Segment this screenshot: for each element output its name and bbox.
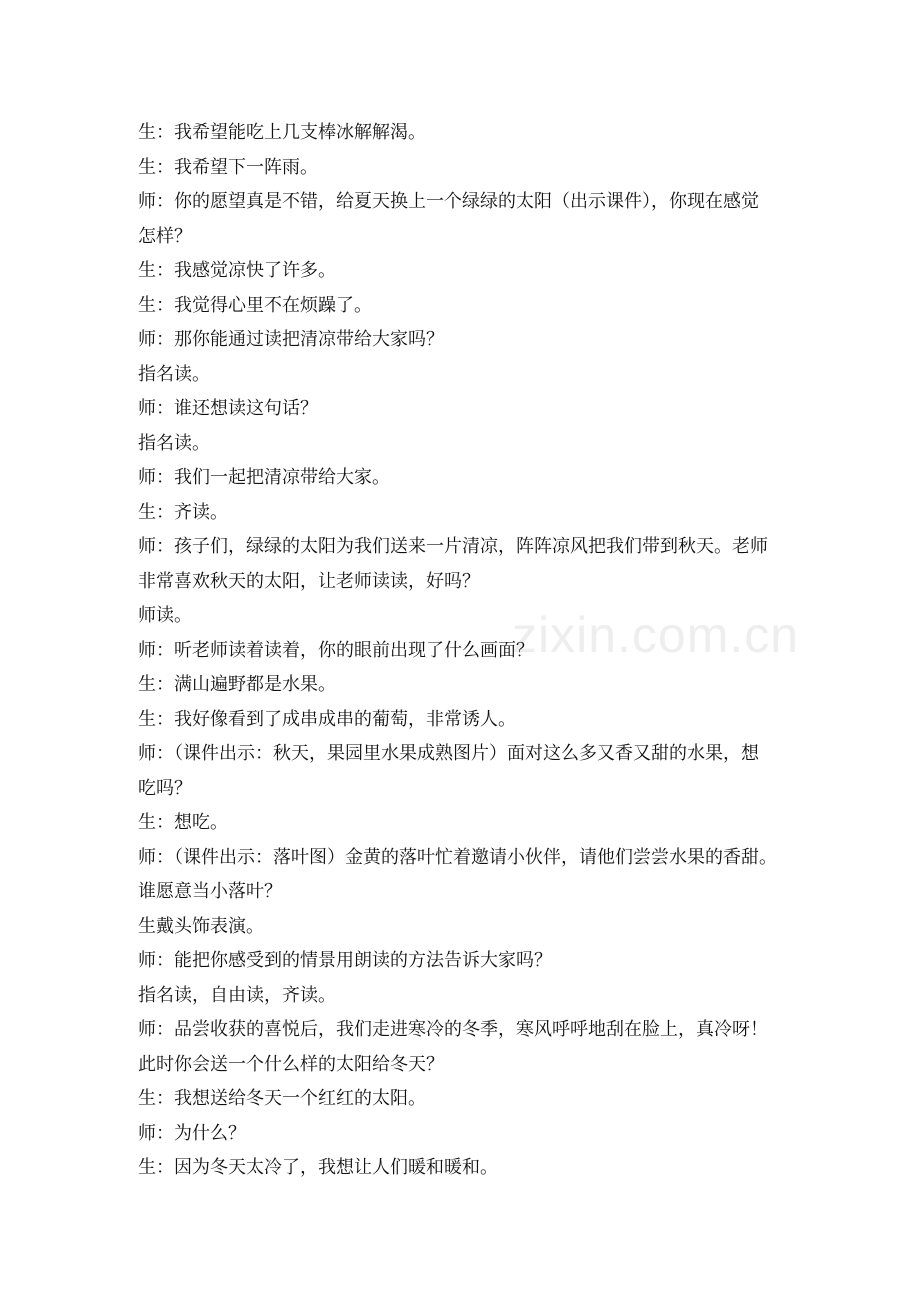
text-line: 指名读。 [138, 432, 210, 454]
text-line: 指名读。 [138, 363, 210, 385]
text-line: 生：我希望下一阵雨。 [138, 156, 318, 178]
text-line: 师：听老师读着读着，你的眼前出现了什么画面？ [138, 639, 534, 661]
text-line: 师：为什么？ [138, 1122, 246, 1144]
text-line: 师：你的愿望真是不错，给夏天换上一个绿绿的太阳（出示课件），你现在感觉 [138, 191, 759, 212]
text-line: 生戴头饰表演。 [138, 915, 264, 937]
text-line: 师读。 [138, 605, 192, 626]
text-line: 师：那你能通过读把清凉带给大家吗？ [138, 329, 444, 350]
text-line: 此时你会送一个什么样的太阳给冬天？ [138, 1053, 444, 1075]
text-line: 生：想吃。 [138, 812, 228, 833]
text-line: 生：因为冬天太冷了，我想让人们暖和暖和。 [138, 1157, 498, 1178]
text-line: 师：我们一起把清凉带给大家。 [138, 467, 390, 488]
text-line: 非常喜欢秋天的太阳，让老师读读，好吗？ [138, 570, 480, 592]
text-line: 怎样？ [138, 225, 192, 247]
text-line: 师：能把你感受到的情景用朗读的方法告诉大家吗？ [138, 950, 552, 971]
text-line: 生：我希望能吃上几支棒冰解解渴。 [138, 122, 426, 143]
text-line: 生：我好像看到了成串成串的葡萄，非常诱人。 [138, 708, 516, 730]
text-line: 谁愿意当小落叶？ [138, 881, 282, 902]
text-line: 生：我感觉凉快了许多。 [138, 260, 336, 281]
text-line: 吃吗？ [138, 777, 192, 799]
text-line: 师：谁还想读这句话？ [138, 398, 318, 419]
watermark: zixin.com.cn [512, 607, 800, 663]
text-line: 生：我想送给冬天一个红红的太阳。 [138, 1088, 426, 1109]
text-line: 师：品尝收获的喜悦后，我们走进寒冷的冬季，寒风呼呼地刮在脸上，真冷呀！ [138, 1019, 768, 1040]
text-line: 生：满山遍野都是水果。 [138, 674, 336, 695]
dialogue-text [138, 116, 788, 1186]
text-line: 师：（课件出示：秋天，果园里水果成熟图片）面对这么多又香又甜的水果，想 [138, 743, 759, 764]
text-line: 师：孩子们，绿绿的太阳为我们送来一片清凉，阵阵凉风把我们带到秋天。老师 [138, 536, 768, 557]
text-line: 生：齐读。 [138, 501, 228, 523]
text-line: 师：（课件出示：落叶图）金黄的落叶忙着邀请小伙伴，请他们尝尝水果的香甜。 [138, 846, 777, 868]
text-line: 生：我觉得心里不在烦躁了。 [138, 294, 372, 316]
text-line: 指名读，自由读，齐读。 [138, 984, 336, 1006]
